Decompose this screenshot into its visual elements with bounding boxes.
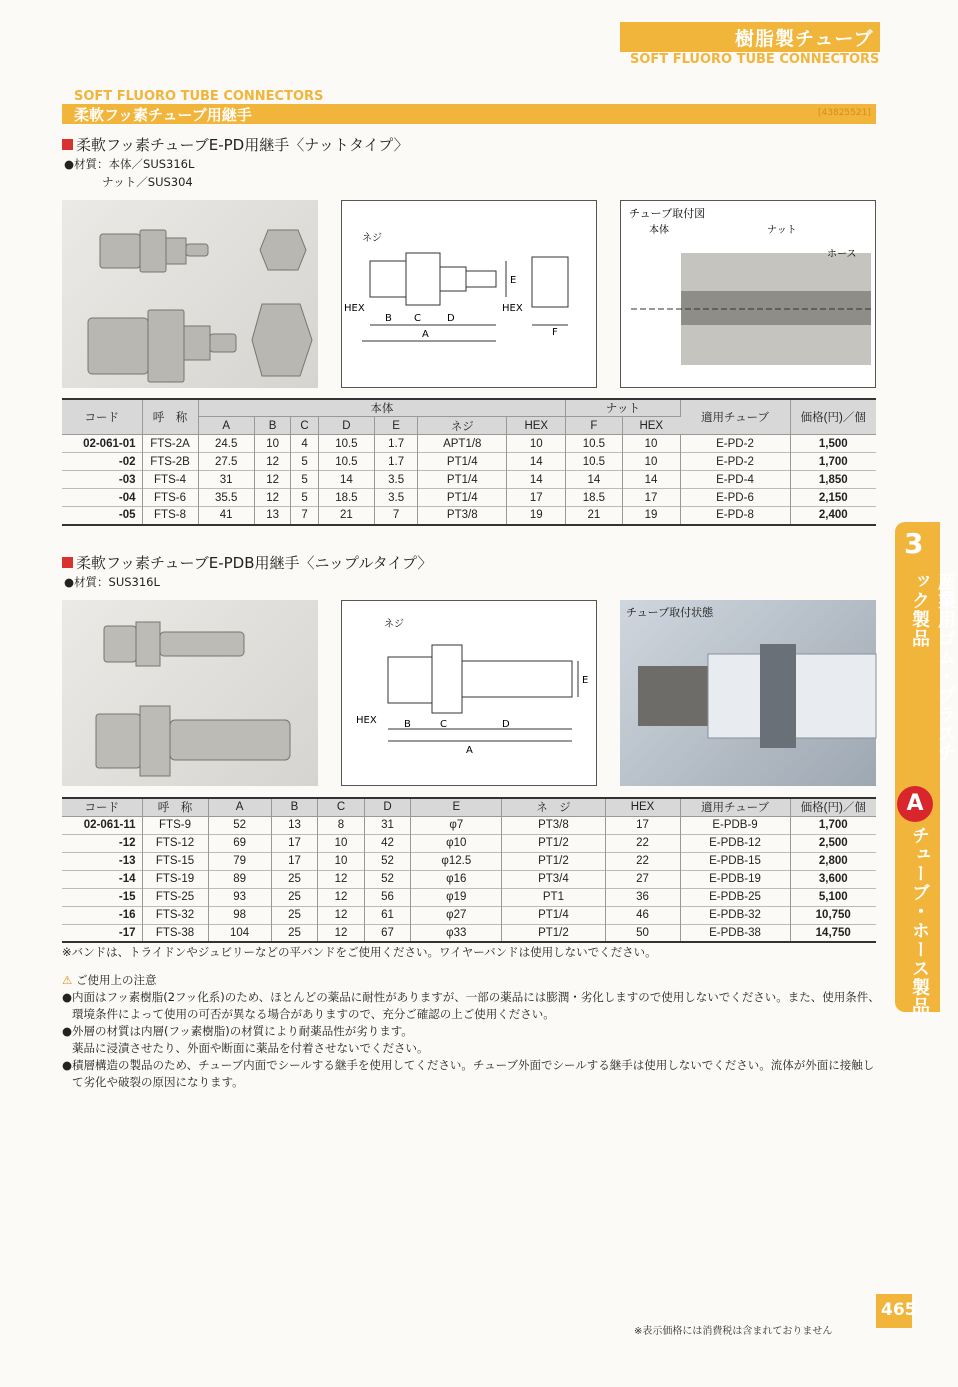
- table-row: [62, 453, 876, 471]
- col-b: B: [254, 417, 291, 435]
- label-e: E: [582, 675, 589, 686]
- table-cell: 14: [507, 453, 566, 471]
- label-f: F: [552, 327, 558, 338]
- table-cell: 10.5: [566, 453, 622, 471]
- table-cell: 79: [208, 852, 271, 870]
- col-e: E: [375, 417, 418, 435]
- table-cell: -14: [62, 870, 142, 888]
- table-cell: 17: [271, 852, 318, 870]
- part1-material-nut: ナット／SUS304: [102, 175, 193, 189]
- table-cell: 10: [622, 453, 680, 471]
- chapter-title: 産業用ゴム・プラスチック製品: [909, 572, 956, 762]
- caution-line: 薬品に浸漬させたり、外面や断面に薬品を付着させないでください。: [72, 1041, 429, 1055]
- col-name: 呼 称: [142, 399, 198, 435]
- col-code: コード: [62, 798, 142, 816]
- table-cell: 13: [254, 507, 291, 525]
- table-cell: PT1/4: [502, 906, 605, 924]
- table-cell: FTS-12: [142, 834, 208, 852]
- table-cell: 1.7: [375, 453, 418, 471]
- table-cell: 50: [605, 924, 680, 942]
- table-cell: φ16: [411, 870, 502, 888]
- table-cell: 22: [605, 852, 680, 870]
- table-cell: 12: [318, 924, 365, 942]
- table-cell: φ19: [411, 888, 502, 906]
- table-cell: 12: [318, 906, 365, 924]
- warning-icon: ⚠: [62, 973, 73, 987]
- table-cell: 3,600: [818, 873, 848, 885]
- table-cell: 12: [318, 888, 365, 906]
- table-cell: 5: [291, 489, 318, 507]
- fitting-photo-icon: [62, 200, 318, 388]
- table-cell: 93: [208, 888, 271, 906]
- table-cell: E-PDB-25: [680, 888, 790, 906]
- table-cell: 31: [364, 816, 411, 834]
- table-cell: 42: [364, 834, 411, 852]
- table-cell: PT3/4: [502, 870, 605, 888]
- table-cell: φ27: [411, 906, 502, 924]
- nipple-type-table: [62, 797, 876, 943]
- section-title: 柔軟フッ素チューブ用継手: [74, 106, 252, 124]
- table-cell: PT3/8: [502, 816, 605, 834]
- table-cell: φ10: [411, 834, 502, 852]
- subsection-badge: A: [897, 786, 933, 822]
- table-cell: 3.5: [375, 471, 418, 489]
- table-cell: FTS-6: [142, 489, 198, 507]
- table-cell: 25: [271, 870, 318, 888]
- table-cell: E-PD-4: [680, 471, 790, 489]
- col-a: A: [208, 798, 271, 816]
- table-cell: -04: [62, 489, 142, 507]
- table-cell: 21: [566, 507, 622, 525]
- table-cell: PT1/2: [502, 924, 605, 942]
- col-group-nut: ナット: [566, 399, 680, 417]
- table-cell: 2,150: [818, 491, 848, 504]
- table-cell: FTS-15: [142, 852, 208, 870]
- table-cell: 10: [507, 435, 566, 453]
- category-subtitle: SOFT FLUORO TUBE CONNECTORS: [630, 52, 880, 67]
- part2-heading: [62, 552, 432, 573]
- col-f: F: [566, 417, 622, 435]
- label-b: B: [404, 719, 411, 730]
- table-cell: 52: [208, 816, 271, 834]
- label-hex: HEX: [344, 303, 365, 314]
- table-cell: PT1: [502, 888, 605, 906]
- table-cell: 89: [208, 870, 271, 888]
- table-cell: 10.5: [566, 435, 622, 453]
- table-cell: 14: [622, 471, 680, 489]
- table-cell: 17: [622, 489, 680, 507]
- category-title: 樹脂製チューブ: [735, 28, 874, 50]
- table-cell: 17: [271, 834, 318, 852]
- table-cell: 10: [254, 435, 291, 453]
- table-cell: 1,700: [818, 455, 848, 468]
- col-hex: HEX: [507, 417, 566, 435]
- table-cell: 14: [318, 471, 374, 489]
- table-cell: 69: [208, 834, 271, 852]
- col-tube: 適用チューブ: [680, 798, 790, 816]
- table-cell: 12: [254, 471, 291, 489]
- table-row: [62, 816, 876, 834]
- table-cell: 56: [364, 888, 411, 906]
- table-cell: -02: [62, 453, 142, 471]
- label-c: C: [414, 313, 421, 324]
- table-cell: 24.5: [198, 435, 254, 453]
- table-cell: -12: [62, 834, 142, 852]
- table-row: [62, 852, 876, 870]
- table-cell: E-PDB-38: [680, 924, 790, 942]
- part1-title: 柔軟フッ素チューブE-PD用継手〈ナットタイプ〉: [76, 136, 409, 154]
- nipple-photo-icon: [62, 600, 318, 786]
- caution-line: ●外層の材質は内層(フッ素樹脂)の材質により耐薬品性が劣ります。: [62, 1024, 413, 1038]
- table-cell: 98: [208, 906, 271, 924]
- table-cell: -03: [62, 471, 142, 489]
- table-cell: 02-061-01: [62, 435, 142, 453]
- col-d: D: [364, 798, 411, 816]
- table-cell: 35.5: [198, 489, 254, 507]
- table-cell: 4: [291, 435, 318, 453]
- table-cell: 10,750: [815, 909, 851, 921]
- table-cell: 10.5: [318, 453, 374, 471]
- table-cell: 7: [291, 507, 318, 525]
- mount-nut-label: ナット: [767, 225, 797, 236]
- col-a: A: [198, 417, 254, 435]
- table-cell: E-PDB-15: [680, 852, 790, 870]
- table-row: [62, 906, 876, 924]
- table-cell: FTS-2B: [142, 453, 198, 471]
- table-cell: FTS-19: [142, 870, 208, 888]
- table-cell: 27.5: [198, 453, 254, 471]
- nut-type-photo: [62, 200, 318, 388]
- table-cell: 02-061-11: [62, 816, 142, 834]
- table-cell: 2,800: [818, 855, 848, 867]
- table-cell: -15: [62, 888, 142, 906]
- table-cell: 1,850: [818, 473, 848, 486]
- col-price: 価格(円)／個: [790, 798, 876, 816]
- table-cell: PT1/4: [418, 453, 507, 471]
- table-row: [62, 870, 876, 888]
- label-c: C: [440, 719, 447, 730]
- table-cell: 12: [254, 489, 291, 507]
- mount-title: チューブ取付図: [629, 207, 706, 220]
- col-thread: ネ ジ: [502, 798, 605, 816]
- table-cell: FTS-25: [142, 888, 208, 906]
- table-cell: φ12.5: [411, 852, 502, 870]
- table-cell: FTS-2A: [142, 435, 198, 453]
- table-cell: 2,500: [818, 837, 848, 849]
- table-cell: 52: [364, 870, 411, 888]
- col-e: E: [411, 798, 502, 816]
- label-neji: ネジ: [384, 619, 404, 630]
- col-d: D: [318, 417, 374, 435]
- table-cell: 5: [291, 453, 318, 471]
- table-cell: PT1/4: [418, 489, 507, 507]
- table-cell: -13: [62, 852, 142, 870]
- table-cell: E-PDB-32: [680, 906, 790, 924]
- label-hex: HEX: [356, 715, 377, 726]
- table-cell: -16: [62, 906, 142, 924]
- label-d: D: [502, 719, 510, 730]
- label-a: A: [466, 745, 473, 756]
- table-cell: FTS-38: [142, 924, 208, 942]
- table-cell: 10.5: [318, 435, 374, 453]
- table-cell: 19: [507, 507, 566, 525]
- table-cell: PT1/4: [418, 471, 507, 489]
- table-cell: 104: [208, 924, 271, 942]
- caution-line: て劣化や破裂の原因になります。: [72, 1075, 244, 1089]
- table-cell: 8: [318, 816, 365, 834]
- table-cell: 25: [271, 906, 318, 924]
- table-cell: FTS-8: [142, 507, 198, 525]
- table-cell: 41: [198, 507, 254, 525]
- mount-body-label: 本体: [649, 225, 669, 236]
- table-cell: 1,700: [818, 819, 848, 831]
- table-cell: 1.7: [375, 435, 418, 453]
- caution-heading: [62, 972, 882, 989]
- table-row: [62, 888, 876, 906]
- table-cell: E-PD-8: [680, 507, 790, 525]
- mount-photo-title: チューブ取付状態: [626, 606, 714, 619]
- table-cell: E-PDB-9: [680, 816, 790, 834]
- table-row: [62, 435, 876, 453]
- table-cell: 46: [605, 906, 680, 924]
- table-cell: 36: [605, 888, 680, 906]
- col-tube: 適用チューブ: [680, 399, 790, 435]
- table-cell: 52: [364, 852, 411, 870]
- table-cell: 5,100: [818, 891, 848, 903]
- table-cell: 18.5: [566, 489, 622, 507]
- table-cell: 22: [605, 834, 680, 852]
- table-cell: 14: [507, 471, 566, 489]
- red-square-icon: [62, 557, 73, 568]
- table-cell: 18.5: [318, 489, 374, 507]
- part2-material: ●材質：SUS316L: [64, 575, 160, 589]
- table-cell: 7: [375, 507, 418, 525]
- table-cell: φ33: [411, 924, 502, 942]
- tube-mount-photo: [620, 600, 876, 786]
- col-thread: ネジ: [418, 417, 507, 435]
- table-cell: -17: [62, 924, 142, 942]
- table-cell: 12: [318, 870, 365, 888]
- table-cell: 12: [254, 453, 291, 471]
- label-d: D: [447, 313, 455, 324]
- part2-title: 柔軟フッ素チューブE-PDB用継手〈ニップルタイプ〉: [76, 554, 433, 572]
- label-a: A: [422, 329, 429, 340]
- table-cell: 25: [271, 888, 318, 906]
- col-c: C: [318, 798, 365, 816]
- label-neji: ネジ: [362, 233, 382, 244]
- col-hex: HEX: [605, 798, 680, 816]
- part1-material: ●材質：本体／SUS316L: [64, 157, 195, 171]
- table-cell: 27: [605, 870, 680, 888]
- table-cell: E-PD-2: [680, 435, 790, 453]
- table-row: [62, 507, 876, 525]
- table-cell: 17: [605, 816, 680, 834]
- table-cell: E-PDB-12: [680, 834, 790, 852]
- table-row: [62, 489, 876, 507]
- table-cell: 31: [198, 471, 254, 489]
- table-cell: E-PD-2: [680, 453, 790, 471]
- table-row: [62, 834, 876, 852]
- nipple-type-photo: [62, 600, 318, 786]
- table-cell: PT1/2: [502, 852, 605, 870]
- nut-type-table: [62, 398, 876, 526]
- col-code: コード: [62, 399, 142, 435]
- table-cell: 2,400: [818, 509, 848, 522]
- caution-block: [62, 972, 882, 1091]
- col-b: B: [271, 798, 318, 816]
- section-title-en: SOFT FLUORO TUBE CONNECTORS: [74, 89, 324, 104]
- table-cell: 67: [364, 924, 411, 942]
- table-cell: 5: [291, 471, 318, 489]
- chapter-number: 3: [904, 527, 924, 560]
- table-cell: 61: [364, 906, 411, 924]
- col-group-body: 本体: [198, 399, 566, 417]
- red-square-icon: [62, 139, 73, 150]
- tube-mount-diagram: [620, 200, 876, 388]
- table-cell: FTS-9: [142, 816, 208, 834]
- page-number: 465: [881, 1300, 917, 1320]
- table-cell: E-PD-6: [680, 489, 790, 507]
- table-cell: 17: [507, 489, 566, 507]
- table-cell: 10: [318, 834, 365, 852]
- table-cell: 19: [622, 507, 680, 525]
- table-cell: 10: [318, 852, 365, 870]
- table-cell: -05: [62, 507, 142, 525]
- caution-line: ●内面はフッ素樹脂(2フッ化系)のため、ほとんどの薬品に耐性がありますが、一部の薬品には膨潤・劣化しますので使用しないでください。また、使用条件、: [62, 990, 880, 1004]
- table-cell: FTS-4: [142, 471, 198, 489]
- nut-type-dimension-diagram: [341, 200, 597, 388]
- nipple-type-dimension-diagram: [341, 600, 597, 786]
- band-note: ※バンドは、トライドンやジュビリーなどの平バンドをご使用ください。ワイヤーバンドは使用しないでください。: [62, 945, 657, 959]
- table-cell: 10: [622, 435, 680, 453]
- label-hex2: HEX: [502, 303, 523, 314]
- table-cell: FTS-32: [142, 906, 208, 924]
- col-c: C: [291, 417, 318, 435]
- label-e: E: [510, 275, 517, 286]
- table-row: [62, 924, 876, 942]
- tax-note: ※表示価格には消費税は含まれておりません: [634, 1326, 833, 1337]
- table-cell: APT1/8: [418, 435, 507, 453]
- caution-line: 環境条件によって使用の可否が異なる場合がありますので、充分ご確認の上ご使用ください。: [72, 1007, 555, 1021]
- table-cell: 21: [318, 507, 374, 525]
- table-cell: 14: [566, 471, 622, 489]
- part1-heading: [62, 134, 409, 155]
- col-nut-hex: HEX: [622, 417, 680, 435]
- table-cell: 3.5: [375, 489, 418, 507]
- table-cell: E-PDB-19: [680, 870, 790, 888]
- table-cell: 1,500: [818, 437, 848, 450]
- caution-title: ご使用上の注意: [75, 973, 157, 987]
- table-cell: 25: [271, 924, 318, 942]
- col-price: 価格(円)／個: [790, 399, 876, 435]
- table-cell: 13: [271, 816, 318, 834]
- table-cell: PT1/2: [502, 834, 605, 852]
- table-row: [62, 471, 876, 489]
- label-b: B: [385, 313, 392, 324]
- table-cell: PT3/8: [418, 507, 507, 525]
- section-code: [43825521]: [818, 108, 871, 118]
- col-name: 呼 称: [142, 798, 208, 816]
- subsection-title: チューブ・ホース製品: [909, 826, 930, 1016]
- mount-hose-label: ホース: [827, 249, 857, 260]
- table-cell: φ7: [411, 816, 502, 834]
- caution-line: ●積層構造の製品のため、チューブ内面でシールする継手を使用してください。チューブ外面でシールする継手は使用しないでください。流体が外面に接触し: [62, 1058, 875, 1072]
- table-cell: 14,750: [815, 926, 851, 939]
